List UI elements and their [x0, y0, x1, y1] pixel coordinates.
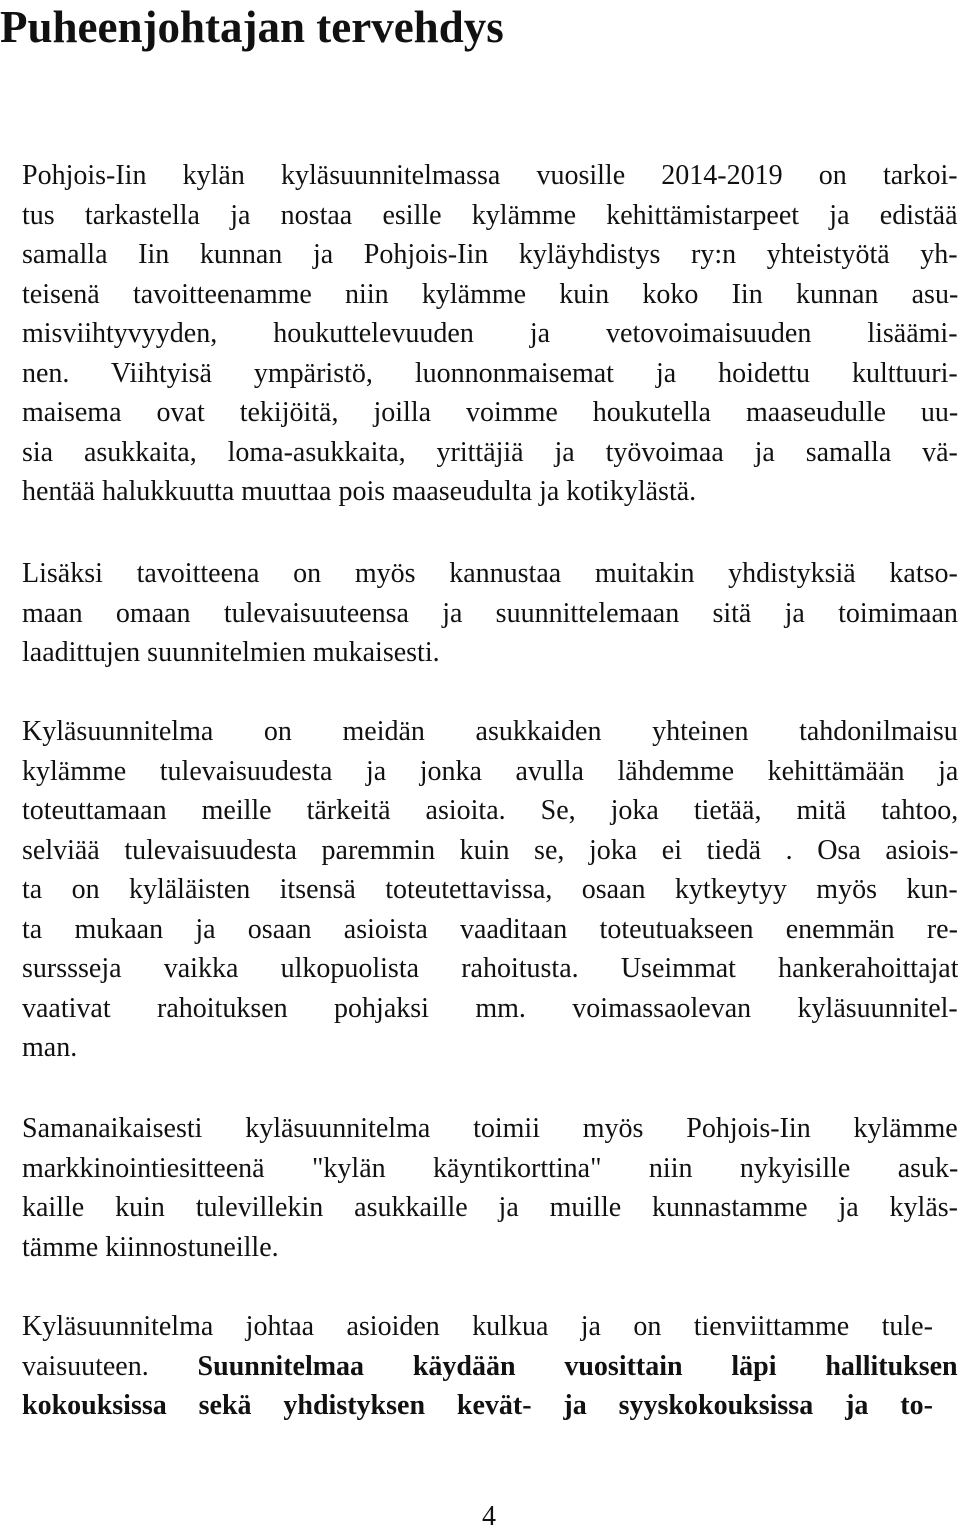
text-line: maan omaan tulevaisuuteensa ja suunnittelemaan sitä ja toimimaan [22, 597, 958, 629]
text-line: nen. Viihtyisä ympäristö, luonnonmaisemat ja hoidettu kulttuuri- [22, 357, 958, 389]
text-line: hentää halukkuutta muuttaa pois maaseudulta ja kotikylästä. [22, 476, 697, 507]
text-line: laadittujen suunnitelmien mukaisesti. [22, 637, 440, 668]
text-line: misviihtyvyyden, houkuttelevuuden ja vetovoimaisuuden lisäämi- [22, 318, 958, 349]
text-line: ta mukaan ja osaan asioista vaaditaan toteutuakseen enemmän re- [22, 913, 958, 945]
text-line: markkinointiesitteenä "kylän käyntikorttina" niin nykyisille asuk- [22, 1152, 958, 1184]
paragraph-direction [22, 1307, 958, 1426]
page-number: 4 [482, 1501, 496, 1532]
text-line: samalla Iin kunnan ja Pohjois-Iin kyläyhdistys ry:n yhteistyötä yh- [22, 239, 958, 270]
text-line: teisenä tavoitteenamme niin kylämme kuin koko Iin kunnan asu- [22, 278, 958, 310]
text-line: selviää tulevaisuudesta paremmin kuin se, joka ei tiedä . Osa asiois- [22, 834, 958, 866]
text-line: tämme kiinnostuneille. [22, 1231, 279, 1263]
text-line: ta on kyläläisten itsensä toteutettavissa, osaan kytkeytyy myös kun- [22, 874, 958, 905]
text-line: surssseja vaikka ulkopuolista rahoitusta. Useimmat hankerahoittajat [22, 953, 958, 984]
text-line: man. [22, 1032, 78, 1063]
text-line: maisema ovat tekijöitä, joilla voimme houkutella maaseudulle uu- [22, 397, 958, 428]
text-line: tus tarkastella ja nostaa esille kylämme kehittämistarpeet ja edistää [22, 199, 958, 231]
text-line: kylämme tulevaisuudesta ja jonka avulla lähdemme kehittämään ja [22, 755, 958, 787]
paragraph-plan [22, 712, 958, 1068]
paragraph-marketing [22, 1109, 958, 1267]
paragraph-goals [22, 554, 958, 673]
text-line: Lisäksi tavoitteena on myös kannustaa muitakin yhdistyksiä katso- [22, 558, 958, 589]
text-line: sia asukkaita, loma-asukkaita, yrittäjiä ja työvoimaa ja samalla vä- [22, 436, 958, 468]
text-span: vaisuuteen. [22, 1350, 198, 1382]
paragraph-intro [22, 156, 958, 512]
bold-text-span: Suunnitelmaa käydään vuosittain läpi hallituksen [197, 1350, 958, 1382]
text-line: vaativat rahoituksen pohjaksi mm. voimassaolevan kyläsuunnitel- [22, 992, 958, 1024]
bold-text-line: kokouksissa sekä yhdistyksen kevät- ja syyskokouksissa ja to- [22, 1390, 933, 1421]
text-line: kaille kuin tulevillekin asukkaille ja muille kunnastamme ja kyläs- [22, 1192, 958, 1223]
text-line [22, 1347, 958, 1387]
text-line: Kyläsuunnitelma johtaa asioiden kulkua ja on tienviittamme tule- [22, 1311, 933, 1342]
text-line: Samanaikaisesti kyläsuunnitelma toimii myös Pohjois-Iin kylämme [22, 1113, 958, 1144]
text-line: Kyläsuunnitelma on meidän asukkaiden yhteinen tahdonilmaisu [22, 716, 958, 747]
text-line: Pohjois-Iin kylän kyläsuunnitelmassa vuosille 2014-2019 on tarkoi- [22, 160, 958, 191]
page-title: Puheenjohtajan tervehdys [0, 2, 504, 52]
text-line: toteuttamaan meille tärkeitä asioita. Se, joka tietää, mitä tahtoo, [22, 795, 958, 826]
